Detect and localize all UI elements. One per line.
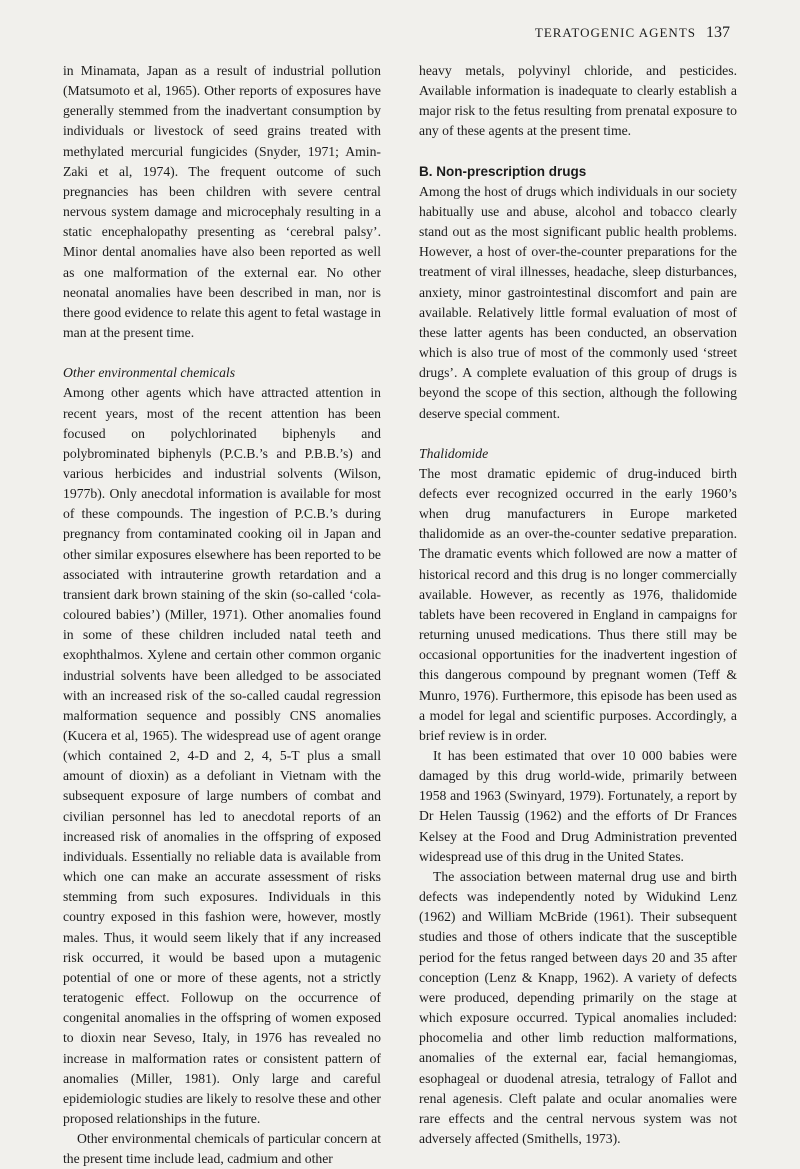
right-column [419, 61, 737, 1149]
paragraph: Other environmental chemicals of particular concern at the present time include lead, cadmium and other [63, 1131, 381, 1167]
paragraph: Among other agents which have attracted attention in recent years, most of the recent attention has been focused on polychlorinated biphenyls and polybrominated biphenyls (P.C.B.’s and P.B.B.’s) and various herbicides and industrial solvents (Wilson, 1977b). Only anecdotal information is available for most of these compounds. The ingestion of P.C.B.’s during pregnancy from contaminated cooking oil in Japan and other similar exposures elsewhere has been reported to be associated with intrauterine growth retardation and a transient dark brown staining of the skin (so-called ‘cola-coloured babies’) (Miller, 1971). Other anomalies found in some of these children included natal teeth and exophthalmos. Xylene and certain other common organic industrial solvents have been alledged to be associated with an increased risk of the so-called caudal regression malformation sequence and possibly CNS anomalies (Kucera et al, 1965). The widespread use of agent orange (which contained 2, 4-D and 2, 4, 5-T plus a small amount of dioxin) as a defoliant in Vietnam with the subsequent exposure of large numbers of combat and civilian personnel has led to anecdotal reports of an increased risk of anomalies in the offspring of exposed individuals. Essentially no reliable data is available from which one can make an accurate assessment of risks stemming from such exposures. Individuals in this country exposed in this fashion were, however, mostly males. Thus, it would seem likely that if any increased risk occurred, it would be based upon a mutagenic potential of one or more of these agents, not a strictly teratogenic effect. Followup on the occurrence of congenital anomalies in the offspring of women exposed to dioxin near Seveso, Italy, in 1976 has revealed no increase in malformation rates or consistent pattern of anomalies (Miller, 1981). Only large and careful epidemiologic studies are likely to resolve these and other proposed relationships in the future. [63, 385, 381, 1126]
paragraph: The most dramatic epidemic of drug-induced birth defects ever recognized occurred in the early 1960’s when drug manufacturers in Europe marketed thalidomide as an over-the-counter sedative preparation. The dramatic events which followed are now a matter of historical record and this drug is no longer commercially available. However, as recently as 1976, thalidomide tablets have been recovered in England in campaigns for returning unused medications. Thus there still may be occasional opportunities for the inadvertent ingestion of this dangerous compound by pregnant women (Teff & Munro, 1976). Furthermore, this episode has been used as a model for legal and scientific purposes. Accordingly, a brief review is in order. [419, 465, 737, 743]
left-column [63, 61, 381, 1169]
running-title: TERATOGENIC AGENTS [534, 25, 696, 40]
paragraph: heavy metals, polyvinyl chloride, and pesticides. Available information is inadequate to clearly establish a major risk to the fetus resulting from prenatal exposure to any of these agents at the present time. [419, 63, 737, 139]
subsection-heading: Other environmental chemicals [63, 365, 236, 381]
section-heading: B. Non-prescription drugs [419, 163, 587, 179]
running-header [535, 24, 730, 42]
paragraph: It has been estimated that over 10 000 babies were damaged by this drug world-wide, primarily between 1958 and 1963 (Swinyard, 1979). Fortunately, a report by Dr Helen Taussig (1962) and the efforts of Dr Frances Kelsey at the Food and Drug Administration prevented widespread use of this drug in the United States. [419, 748, 737, 864]
subsection-heading: Thalidomide [419, 445, 489, 461]
paragraph: The association between maternal drug use and birth defects was independently noted by Widukind Lenz (1962) and William McBride (1961). Their subsequent studies and those of others indicate that the susceptible period for the fetus ranged between days 20 and 35 after conception (Lenz & Knapp, 1962). A variety of defects were produced, depending primarily on the stage at which exposure occurred. Typical anomalies included: phocomelia and other limb reduction malformations, anomalies of the external ear, facial hemangiomas, esophageal or duodenal atresia, tetralogy of Fallot and renal agenesis. Cleft palate and ocular anomalies were rare effects and the central nervous system was not adversely affected (Smithells, 1973). [419, 868, 737, 1146]
paragraph: Among the host of drugs which individuals in our society habitually use and abuse, alcohol and tobacco clearly stand out as the most significant public health problems. However, a host of over-the-counter preparations for the treatment of viral illnesses, headache, sleep disturbances, anxiety, minor gastrointestinal discomfort and pain are available. Relatively little formal evaluation of most of these latter agents has been conducted, an observation which is also true of most of the commonly used ‘street drugs’. A complete evaluation of this group of drugs is beyond the scope of this section, although the following deserve special comment. [419, 183, 737, 421]
paragraph: in Minamata, Japan as a result of industrial pollution (Matsumoto et al, 1965). Other reports of exposures have generally stemmed from the inadvertant consumption by individuals or livestock of seed grains treated with methylated mercurial fungicides (Snyder, 1971; Amin-Zaki et al, 1974). The frequent outcome of such pregnancies has been children with severe central nervous system damage and microcephaly resulting in a static encephalopathy presenting as ‘cerebral palsy’. Minor dental anomalies have also been reported as well as one malformation of the external ear. No other neonatal anomalies have been described in man, nor is there good evidence to relate this agent to fetal wastage in man at the present time. [63, 63, 381, 341]
page-number: 137 [706, 24, 730, 41]
